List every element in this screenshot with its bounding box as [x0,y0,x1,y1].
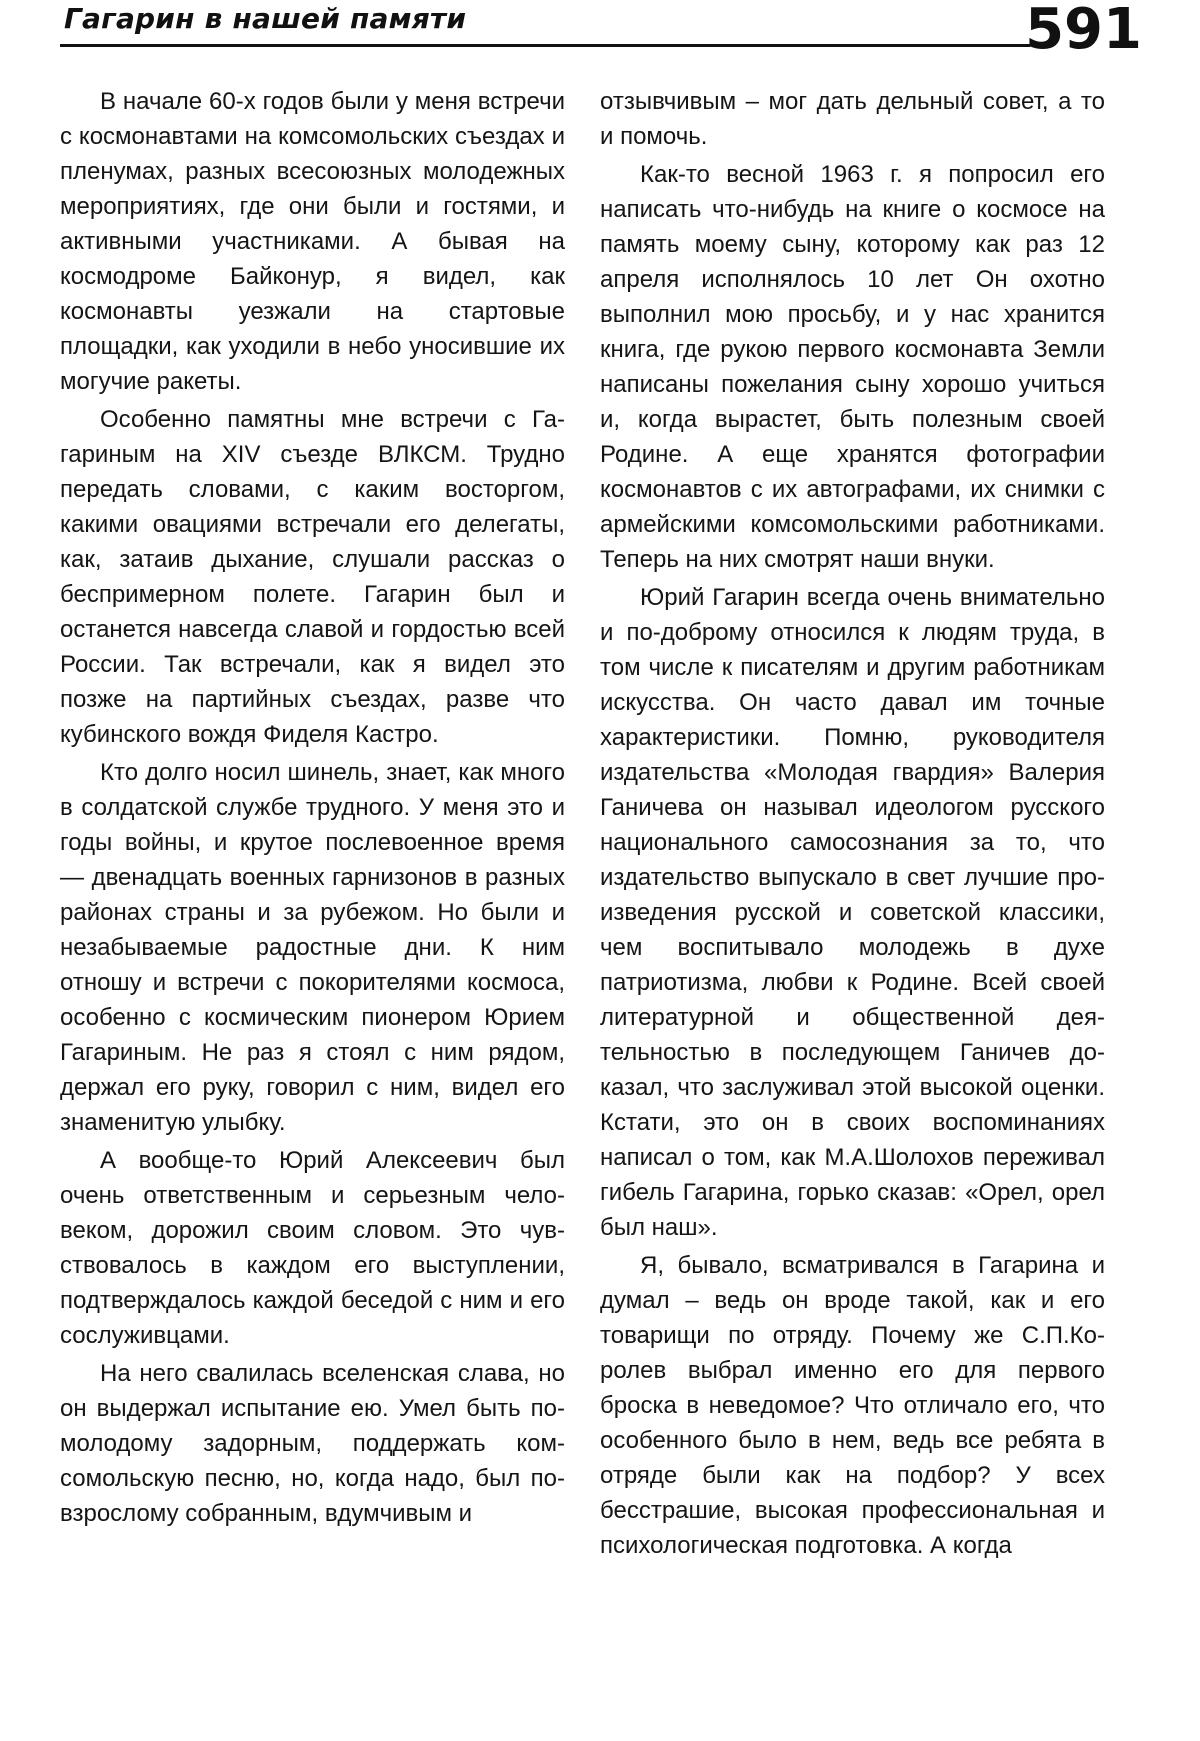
running-header [60,0,1142,62]
paragraph: Кто долго носил шинель, знает, как много в солдатской службе трудного. У меня это и годы войны, и крутое послевоенное время — двенадцать военных гарнизонов в разных районах страны и за рубежом. Но были и незабываемые радостные дни. К ним отношу и встречи с покорителями космоса, особенно с космическим пионером Юрием Гагариным. Не раз я стоял с ним рядом, держал его руку, говорил с ним, видел его знаменитую улыбку. [60,759,565,1136]
paragraph: На него свалилась вселенская слава, но он выдержал испытание ею. Умел быть по-молодому задорным, поддержать комсомольскую песню, но, когда надо, был по-взрослому собранным, вдумчивым и [60,1360,565,1527]
running-title: Гагарин в нашей памяти [64,2,467,35]
right-column [600,84,1105,1566]
paragraph: Я, бывало, всматривался в Гагарина и думал – ведь он вроде такой, как и его товарищи по отряду. Почему же С.П.Королев выбрал именно его для первого броска в неведомое? Что отличало его, что особенного было в нем, ведь все ребята в отряде были как на подбор? У всех бесстрашие, высокая профессиональная и психологическая подготовка. А когда [600,1252,1105,1559]
paragraph: А вообще-то Юрий Алексеевич был очень ответственным и серьезным человеком, дорожил своим словом. Это чувствовалось в каждом его выступлении, подтверждалось каждой беседой с ним и его сослуживцами. [60,1147,565,1349]
paragraph: Как-то весной 1963 г. я попросил его написать что-нибудь на книге о космосе на память моему сыну, которому как раз 12 апреля исполнялось 10 лет Он охотно выполнил мою просьбу, и у нас хранится книга, где рукою первого космонавта Земли написаны пожелания сыну хорошо учиться и, когда вырастет, быть полезным своей Родине. А еще хранятся фотографии космонавтов с их автографами, их снимки с армейскими комсомольскими работниками. Теперь на них смотрят наши внуки. [600,161,1105,573]
left-column [60,84,565,1534]
paragraph: В начале 60-х годов были у меня встречи с космонавтами на комсомольских съездах и пленумах, разных всесоюзных молодежных мероприятиях, где они были и гостями, и активными участниками. А бывая на космодроме Байконур, я видел, как космонавты уезжали на стартовые площадки, как уходили в небо уносившие их могучие ракеты. [60,88,565,395]
paragraph: Особенно памятны мне встречи с Гагариным на XIV съезде ВЛКСМ. Трудно передать словами, с каким восторгом, какими овациями встречали его делегаты, как, затаив дыхание, слушали рассказ о беспримерном полете. Гагарин был и останется навсегда славой и гордостью всей России. Так встречали, как я видел это позже на партийных съездах, разве что кубинского вождя Фиделя Кастро. [60,406,565,748]
paragraph: Юрий Гагарин всегда очень внимательно и по-доброму относился к людям труда, в том числе к писателям и другим работникам искусства. Он часто давал им точные характеристики. Помню, руководителя издательства «Молодая гвардия» Валерия Ганичева он называл идеологом русского национального самосознания за то, что издательство выпускало в свет лучшие произведения русской и советской классики, чем воспитывало молодежь в духе патриотизма, любви к Родине. Всей своей литературной и общественной деятельностью в последующем Ганичев доказал, что заслуживал этой высокой оценки. Кстати, это он в своих воспоминаниях написал о том, как М.А.Шолохов переживал гибель Гагарина, горько сказав: «Орел, орел был наш». [600,584,1105,1241]
header-rule [60,44,1030,47]
paragraph-continued: отзывчивым – мог дать дельный совет, а то и помочь. [600,88,1105,150]
page-number: 591 [1025,0,1142,62]
